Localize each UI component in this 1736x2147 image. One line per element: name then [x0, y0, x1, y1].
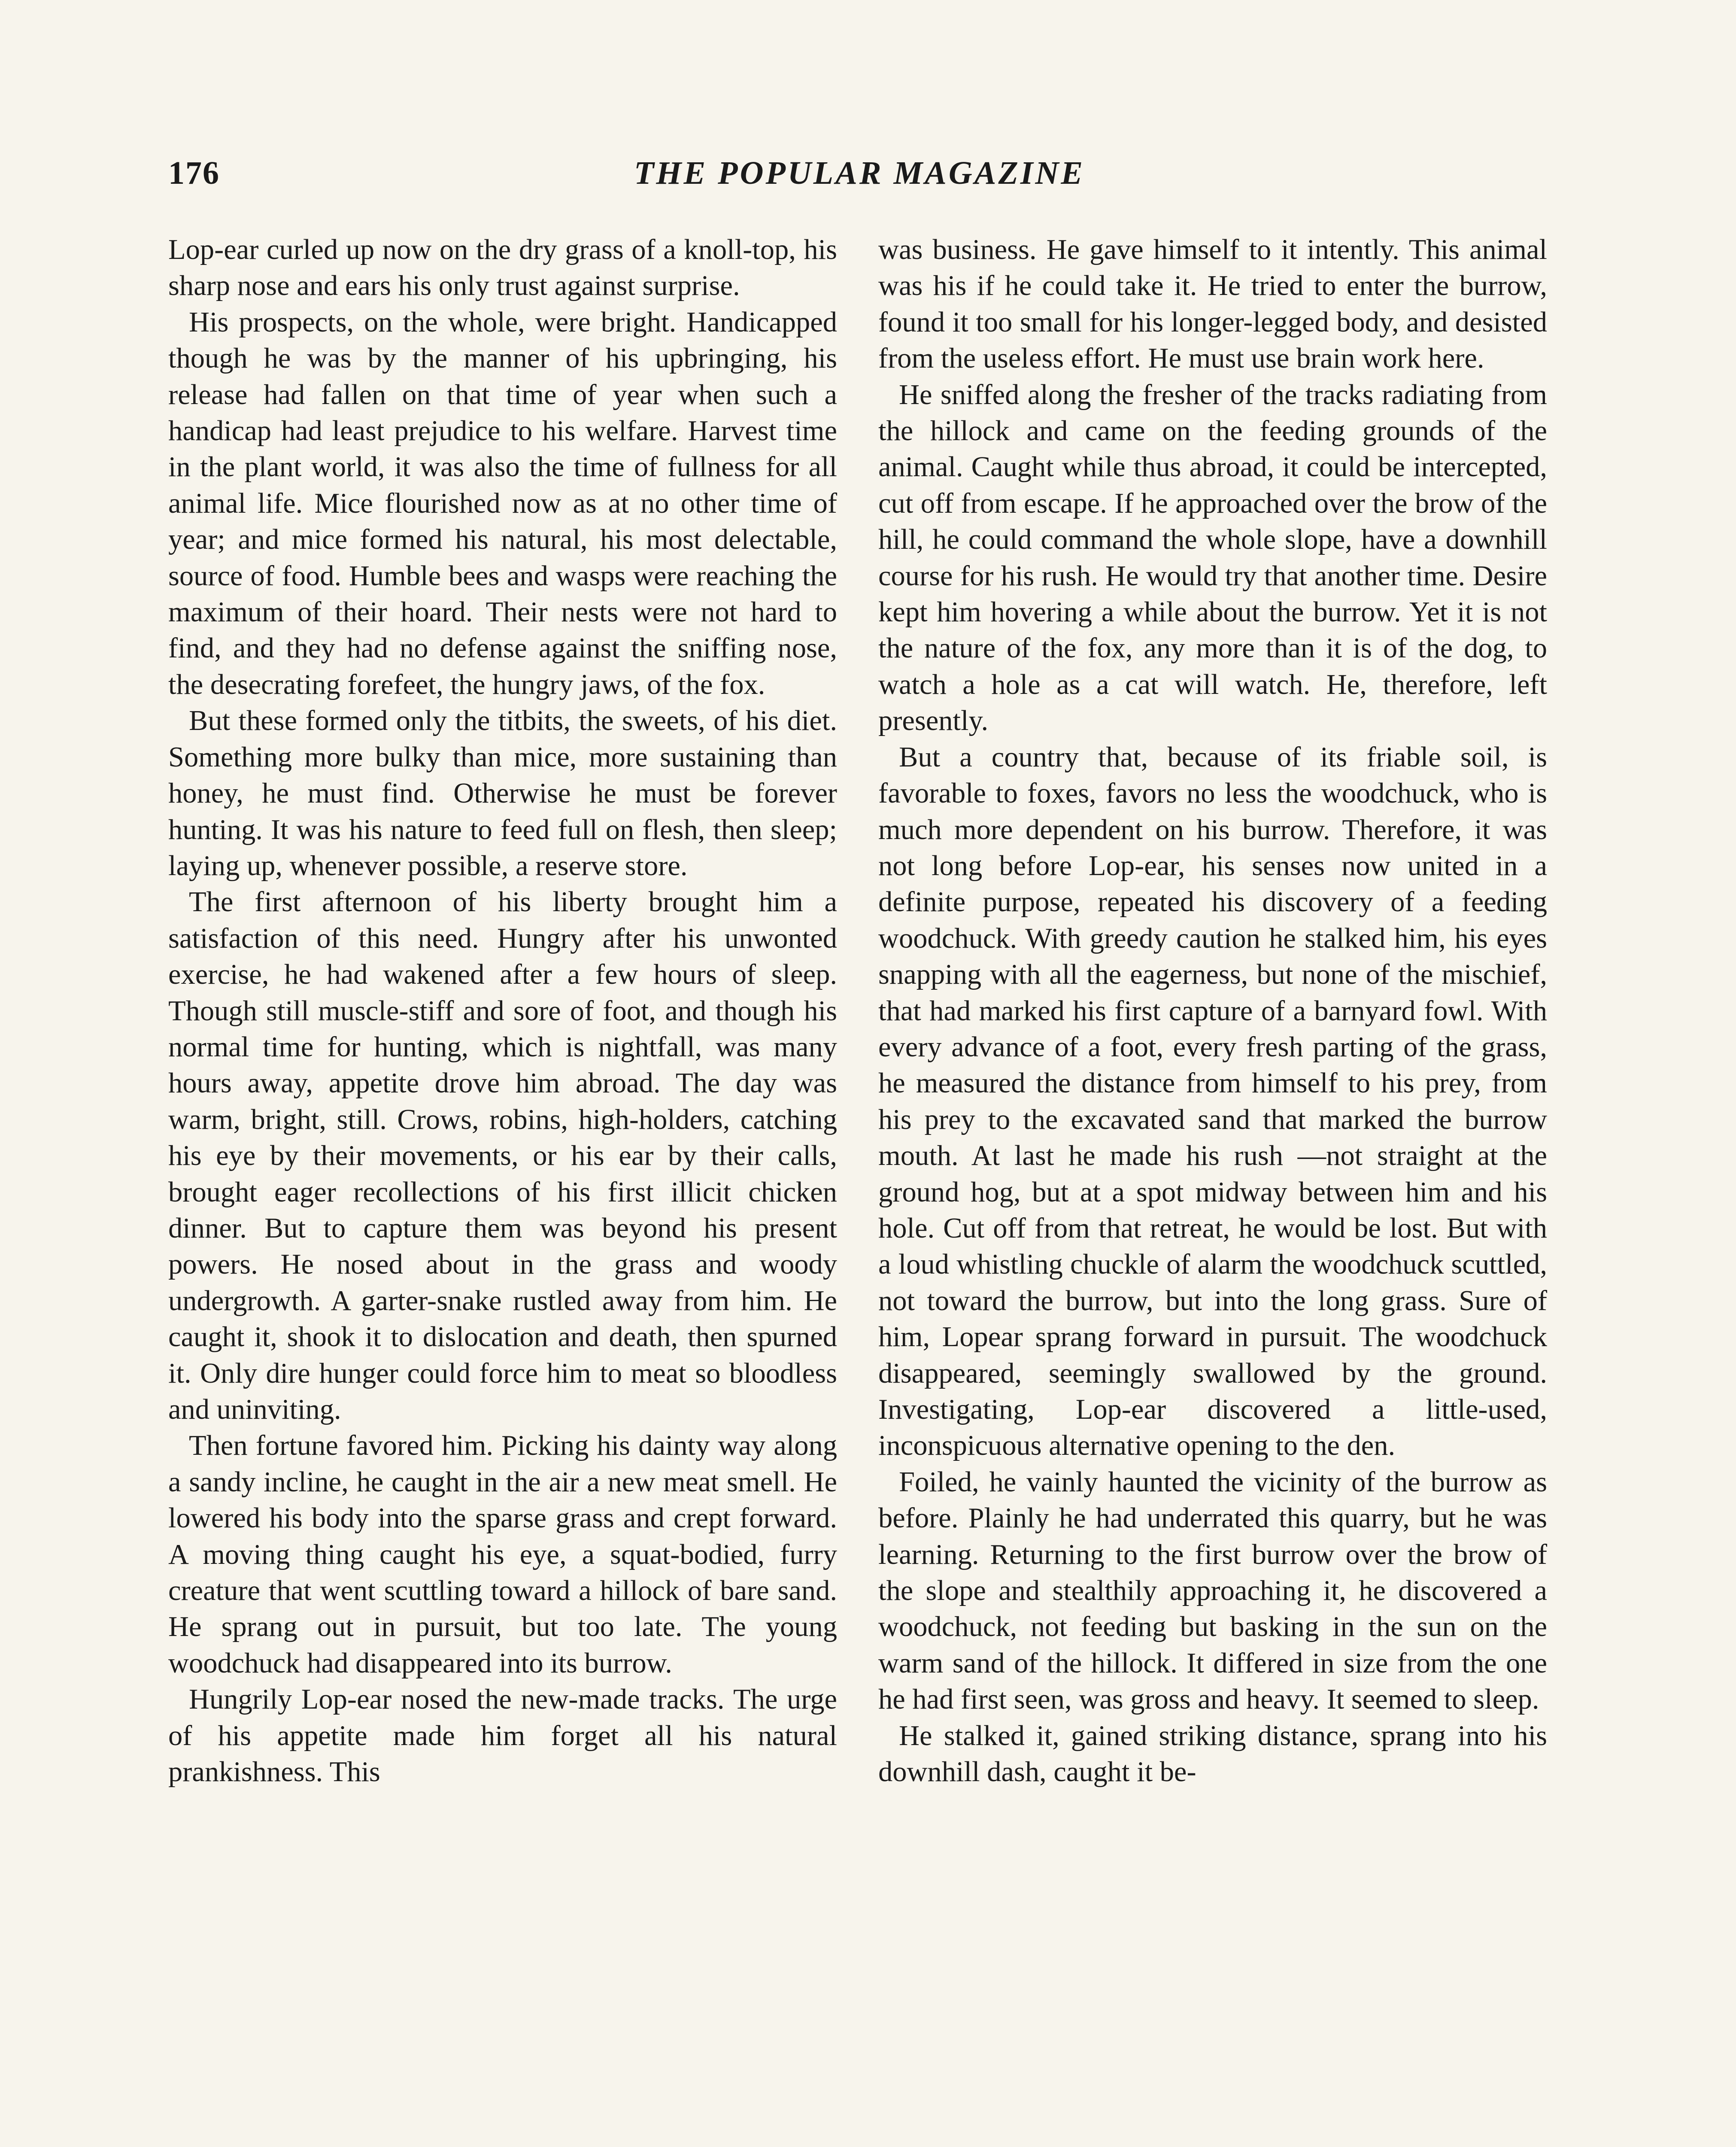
paragraph: But a country that, because of its friable soil, is favorable to foxes, favors no less the woodchuck, who is much more dependent on his burrow. Therefore, it was not long before Lop-ear, his senses now united in a definite purpose, repeated his discovery of a feeding woodchuck. With greedy caution he stalked him, his eyes snapping with all the eagerness, but none of the mischief, that had marked his first capture of a barnyard fowl. With every advance of a foot, every fresh parting of the grass, he measured the distance from himself to his prey, from his prey to the excavated sand that marked the burrow mouth. At last he made his rush —not straight at the ground hog, but at a spot midway between him and his hole. Cut off from that retreat, he would be lost. But with a loud whistling chuckle of alarm the woodchuck scuttled, not toward the burrow, but into the long grass. Sure of him, Lopear sprang forward in pursuit. The woodchuck disappeared, seemingly swallowed by the ground. Investigating, Lop-ear discovered a little-used, inconspicuous alternative opening to the den.	[878, 741, 1547, 1462]
running-title: THE POPULAR MAGAZINE	[634, 155, 1085, 191]
paragraph: Lop-ear curled up now on the dry grass of a knoll-top, his sharp nose and ears his only trust against surprise.	[168, 234, 837, 302]
paragraph: was business. He gave himself to it intently. This animal was his if he could take it. He tried to enter the burrow, found it too small for his longer-legged body, and desisted from the useless effort. He must use brain work here.	[878, 234, 1547, 374]
paragraph: But these formed only the titbits, the sweets, of his diet. Something more bulky than mice, more sustaining than honey, he must find. Otherwise he must be forever hunting. It was his nature to feed full on flesh, then sleep; laying up, whenever possible, a reserve store.	[168, 705, 837, 882]
page-number: 176	[168, 155, 220, 191]
paragraph: Hungrily Lop-ear nosed the new-made tracks. The urge of his appetite made him forget all his natural prankishness. This	[168, 1684, 837, 1788]
left-column	[168, 232, 837, 1790]
paragraph: Foiled, he vainly haunted the vicinity of the burrow as before. Plainly he had underrated this quarry, but he was learning. Returning to the first burrow over the brow of the slope and stealthily approaching it, he discovered a woodchuck, not feeding but basking in the sun on the warm sand of the hillock. It differed in size from the one he had first seen, was gross and heavy. It seemed to sleep.	[878, 1466, 1547, 1715]
page-header	[168, 155, 1551, 206]
paragraph: The first afternoon of his liberty brought him a satisfaction of this need. Hungry after his unwonted exercise, he had wakened after a few hours of sleep. Though still muscle-stiff and sore of foot, and though his normal time for hunting, which is nightfall, was many hours away, appetite drove him abroad. The day was warm, bright, still. Crows, robins, high-holders, catching his eye by their movements, or his ear by their calls, brought eager recollections of his first illicit chicken dinner. But to capture them was beyond his present powers. He nosed about in the grass and woody undergrowth. A garter-snake rustled away from him. He caught it, shook it to dislocation and death, then spurned it. Only dire hunger could force him to meat so bloodless and uninviting.	[168, 886, 837, 1425]
right-column	[878, 232, 1547, 1790]
paragraph: His prospects, on the whole, were bright. Handicapped though he was by the manner of his upbringing, his release had fallen on that time of year when such a handicap had least prejudice to his welfare. Harvest time in the plant world, it was also the time of fullness for all animal life. Mice flourished now as at no other time of year; and mice formed his natural, his most delectable, source of food. Humble bees and wasps were reaching the maximum of their hoard. Their nests were not hard to find, and they had no defense against the sniffing nose, the desecrating forefeet, the hungry jaws, of the fox.	[168, 306, 837, 700]
paragraph: Then fortune favored him. Picking his dainty way along a sandy incline, he caught in the air a new meat smell. He lowered his body into the sparse grass and crept forward. A moving thing caught his eye, a squat-bodied, furry creature that went scuttling toward a hillock of bare sand. He sprang out in pursuit, but too late. The young woodchuck had disappeared into its burrow.	[168, 1430, 837, 1679]
paragraph: He stalked it, gained striking distance, sprang into his downhill dash, caught it be-	[878, 1720, 1547, 1788]
paragraph: He sniffed along the fresher of the tracks radiating from the hillock and came on the feeding grounds of the animal. Caught while thus abroad, it could be intercepted, cut off from escape. If he approached over the brow of the hill, he could command the whole slope, have a downhill course for his rush. He would try that another time. Desire kept him hovering a while about the burrow. Yet it is not the nature of the fox, any more than it is of the dog, to watch a hole as a cat will watch. He, therefore, left presently.	[878, 379, 1547, 737]
